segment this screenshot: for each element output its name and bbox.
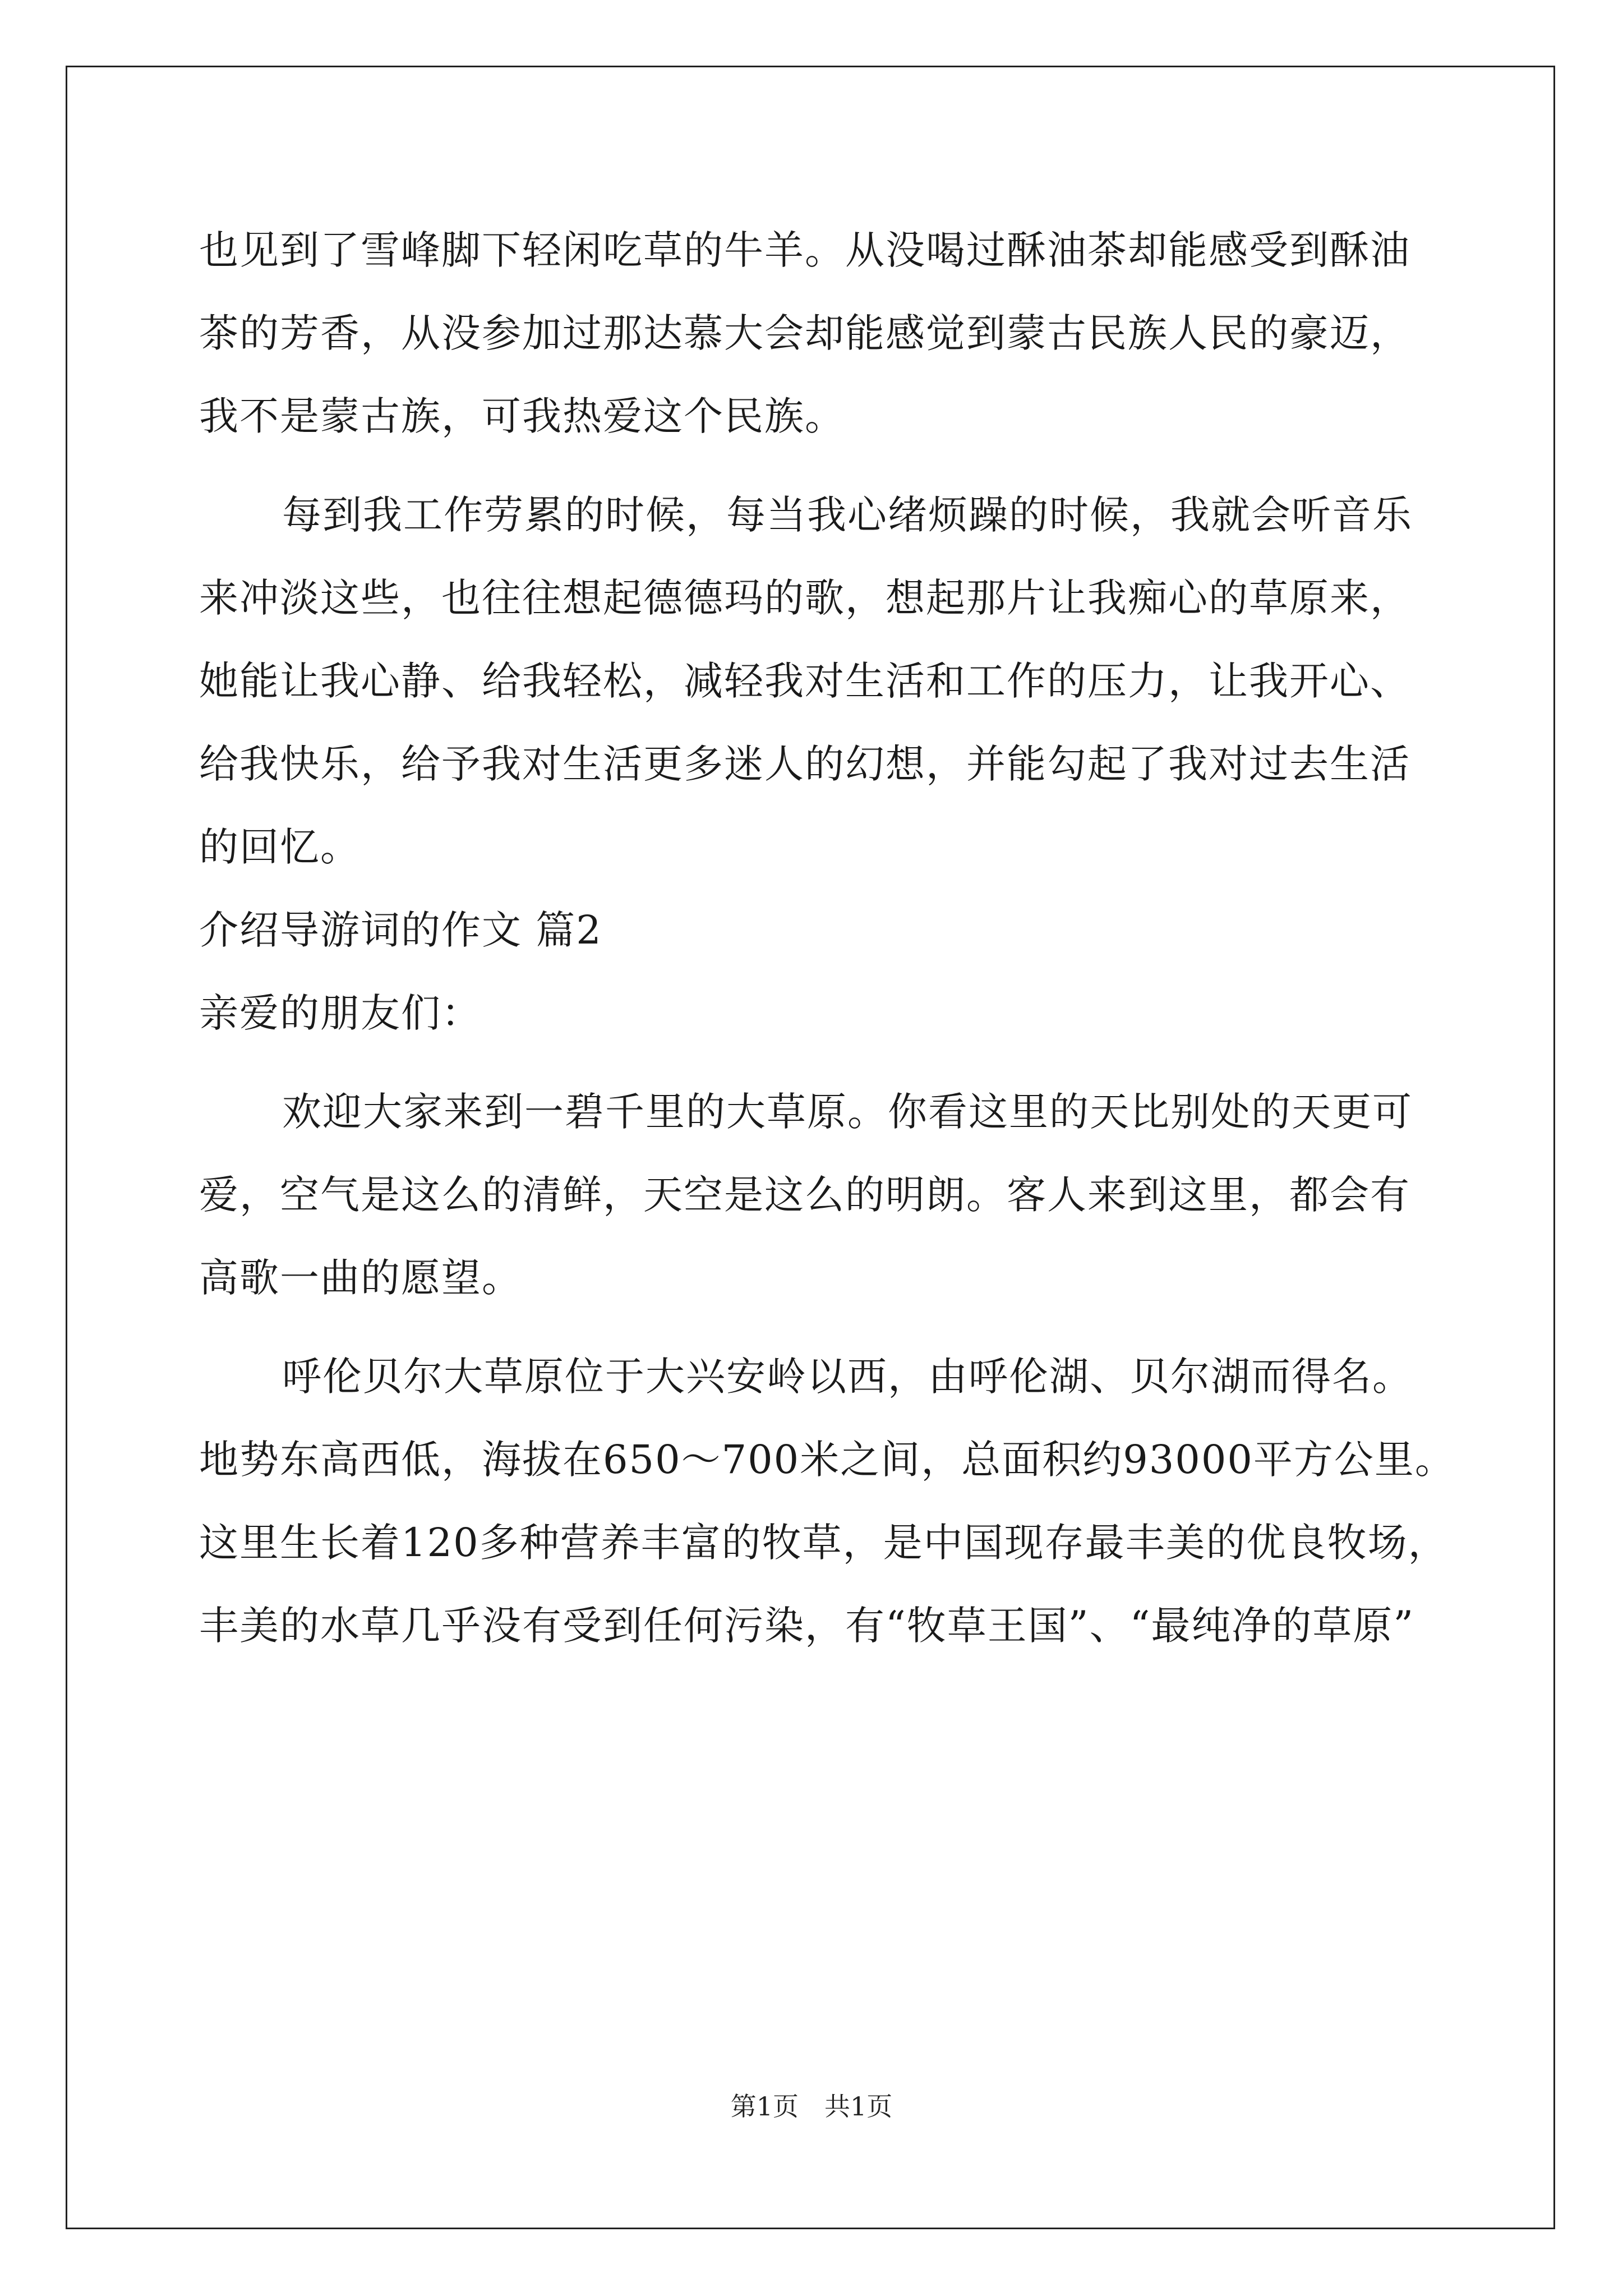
paragraph <box>199 482 1427 898</box>
text-line: 高歌一曲的愿望。 <box>199 1255 522 1301</box>
text-line: 亲爱的朋友们： <box>199 990 482 1036</box>
text-line: 她能让我心静、给我轻松，减轻我对生活和工作的压力，让我开心、 <box>199 658 1410 704</box>
text-line: 呼伦贝尔大草原位于大兴安岭以西，由呼伦湖、贝尔湖而得名。 <box>282 1354 1413 1400</box>
text-line: 每到我工作劳累的时候，每当我心绪烦躁的时候，我就会听音乐 <box>282 492 1413 538</box>
salutation <box>199 981 1427 1064</box>
text-line: 给我快乐，给予我对生活更多迷人的幻想，并能勾起了我对过去生活 <box>199 741 1410 787</box>
text-line: 丰美的水草几乎没有受到任何污染，有“牧草王国”、“最纯净的草原” <box>199 1603 1415 1649</box>
text-line: 茶的芳香，从没参加过那达慕大会却能感觉到蒙古民族人民的豪迈， <box>199 310 1410 356</box>
paragraph <box>199 218 1427 467</box>
text-line: 也见到了雪峰脚下轻闲吃草的牛羊。从没喝过酥油茶却能感受到酥油 <box>199 227 1410 273</box>
text-line: 我不是蒙古族，可我热爱这个民族。 <box>199 393 845 439</box>
page-footer <box>0 2090 1623 2123</box>
document-body <box>199 218 1455 1676</box>
text-line: 的回忆。 <box>199 824 361 870</box>
paragraph <box>199 1079 1427 1328</box>
text-line: 来冲淡这些，也往往想起德德玛的歌，想起那片让我痴心的草原来， <box>199 575 1410 621</box>
paragraph <box>199 1344 1455 1676</box>
text-line: 欢迎大家来到一碧千里的大草原。你看这里的天比别处的天更可 <box>282 1089 1413 1135</box>
text-line: 这里生长着120多种营养丰富的牧草，是中国现存最丰美的优良牧场， <box>199 1520 1449 1566</box>
page-number: 第1页 共1页 <box>730 2091 893 2122</box>
text-line: 地势东高西低，海拔在650～700米之间，总面积约93000平方公里。 <box>199 1437 1455 1483</box>
text-line: 爱，空气是这么的清鲜，天空是这么的明朗。客人来到这里，都会有 <box>199 1172 1410 1218</box>
section-heading <box>199 898 1427 981</box>
heading-text: 介绍导游词的作文 篇2 <box>199 907 602 953</box>
